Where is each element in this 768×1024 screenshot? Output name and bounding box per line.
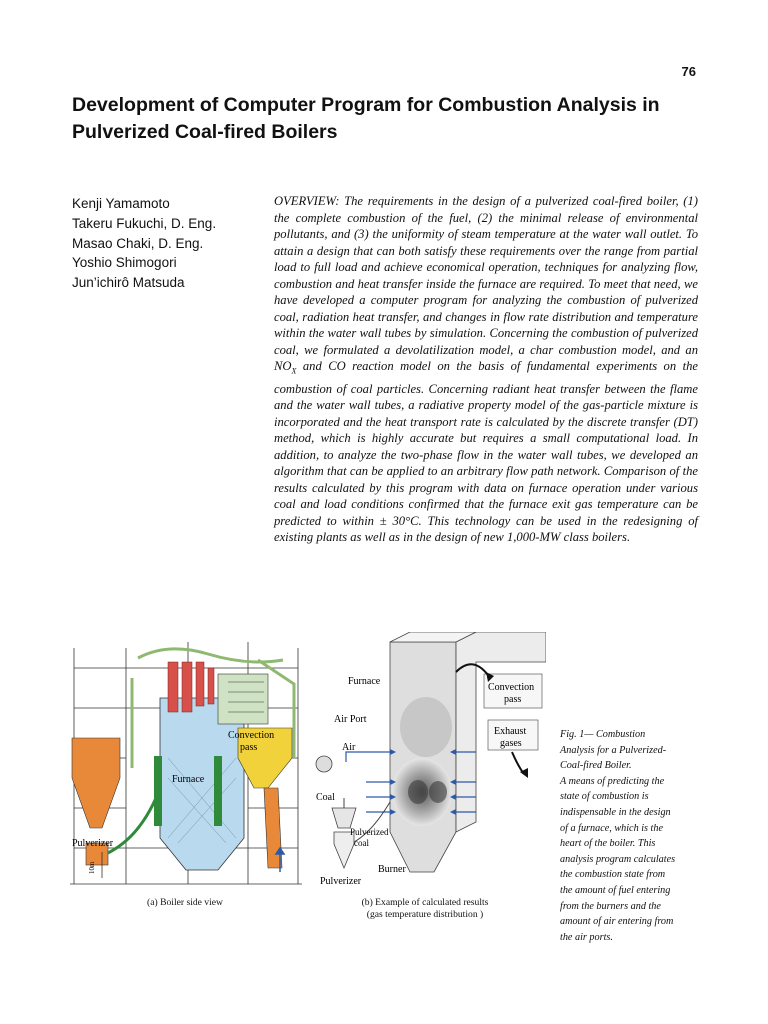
boiler-side-view-figure (68, 638, 304, 886)
overview-abstract (274, 193, 698, 546)
author: Takeru Fukuchi, D. Eng. (72, 215, 217, 231)
pulverizer-cyclone (334, 832, 354, 868)
pulverizer-label: Pulverizer (72, 838, 114, 849)
author: Kenji Yamamoto (72, 196, 170, 211)
figure-b-caption (330, 897, 520, 921)
figure-b-caption-line: (gas temperature distribution ) (366, 909, 484, 920)
figure-caption-line: the amount of fuel entering (560, 884, 671, 896)
figure-caption-line: of a furnace, which is the (560, 822, 663, 834)
convection-pass-label: pass (240, 742, 258, 753)
burner-label: Burner (378, 864, 406, 875)
pulverized-coal-label: Pulverized (350, 827, 389, 837)
author: Jun’ichirô Matsuda (72, 275, 185, 291)
convection-pass-label: pass (504, 694, 522, 705)
figure-caption-line: amount of air entering from (560, 916, 674, 928)
fan-icon (316, 756, 332, 772)
figure-b-caption-line: (b) Example of calculated results (361, 897, 489, 908)
overview-text-part1: OVERVIEW: The requirements in the design of a pulverized coal-fired boiler, (1) the complete combustion of the fuel, (2) the minimal release of environmental pollutants, and (3) the uniformity of steam temperature at the water wall outlet. To attain a design that can both satisfy these requirements over the range from partial load to full load and achieve economical operation, techniques for analyzing flow, combustion and heat transfer inside the furnace are required. To meet that need, we have developed a computer program for analyzing the combustion of pulverized coal, radiation heat transfer, and changes in flow rate distribution and temperature within the water wall tubes by simulation. Concerning the combustion of pulverized coal, we formulated a devolatilization model, a char combustion model, and an NO (274, 194, 698, 374)
author: Masao Chaki, D. Eng. (72, 235, 204, 251)
gas-temperature-figure (306, 632, 546, 892)
figure-caption-line: A means of predicting the (560, 775, 665, 787)
figure-caption-line: analysis program calculates (560, 853, 676, 865)
furnace-label: Furnace (348, 676, 381, 687)
exhaust-gases-label: gases (500, 738, 522, 749)
furnace-3d-front (390, 642, 456, 872)
coal-hopper (332, 808, 356, 828)
figure-caption-line: Coal-fired Boiler. (560, 760, 632, 772)
hot-zone (400, 697, 452, 757)
convection-pass-label: Convection (488, 682, 535, 693)
furnace-label: Furnace (172, 774, 205, 785)
paper-title: Development of Computer Program for Combustion Analysis in Pulverized Coal-fired Boilers (72, 94, 660, 143)
author: Yoshio Shimogori (72, 255, 177, 271)
figure-caption-line: the combustion state from (560, 869, 666, 881)
figure-caption-line: Fig. 1— Combustion (560, 729, 646, 740)
page-number: 76 (681, 64, 696, 79)
air-label: Air (342, 742, 356, 753)
exhaust-arrow (512, 752, 524, 774)
air-port-label: Air Port (334, 714, 367, 725)
author-list (72, 194, 262, 293)
coal-label: Coal (316, 792, 335, 803)
convection-pass-label: Convection (228, 730, 275, 741)
pulverizer-label: Pulverizer (320, 876, 362, 887)
overview-subscript: X (291, 366, 297, 376)
convection-pass (218, 674, 268, 724)
figure-caption-line: the air ports. (560, 931, 613, 943)
figure-a-caption: (a) Boiler side view (147, 897, 223, 908)
figure-caption (560, 727, 720, 945)
overview-text-part2: and CO reaction model on the basis of fundamental experiments on the combustion of coal particles. Concerning radiant heat transfer between the flame and the water wall tubes, a radiative property model of the gas-particle mixture is incorporated and the heat transport rate is calculated by the discrete transfer (DT) method, which is highly accurate but requires a small computational load. In addition, to analyze the two-phase flow in the water wall tubes, we developed an algorithm that can be applied to an arbitrary flow path network. Comparison of the results calculated by this program with data on furnace operation under various coal and load conditions confirmed that the furnace exit gas temperature can be predicted to within ± 30°C. This technology can be used in the redesigning of existing plants as well as in the design of new 1,000-MW class boilers. (274, 359, 698, 545)
scale-label: 10m (88, 861, 96, 874)
exhaust-gases-label: Exhaust (494, 726, 527, 737)
coal-pipe (108, 798, 156, 853)
pulverized-coal-label: coal (354, 838, 369, 848)
figure-caption-line: from the burners and the (560, 900, 661, 912)
figure-caption-line: indispensable in the design (560, 806, 671, 818)
figure-caption-line: heart of the boiler. This (560, 838, 656, 850)
furnace-wall-left (154, 756, 162, 826)
coal-bunker (72, 738, 120, 828)
furnace-wall-right (214, 756, 222, 826)
figure-caption-line: state of combustion is (560, 791, 649, 803)
figure-caption-line: Analysis for a Pulverized- (560, 744, 667, 756)
